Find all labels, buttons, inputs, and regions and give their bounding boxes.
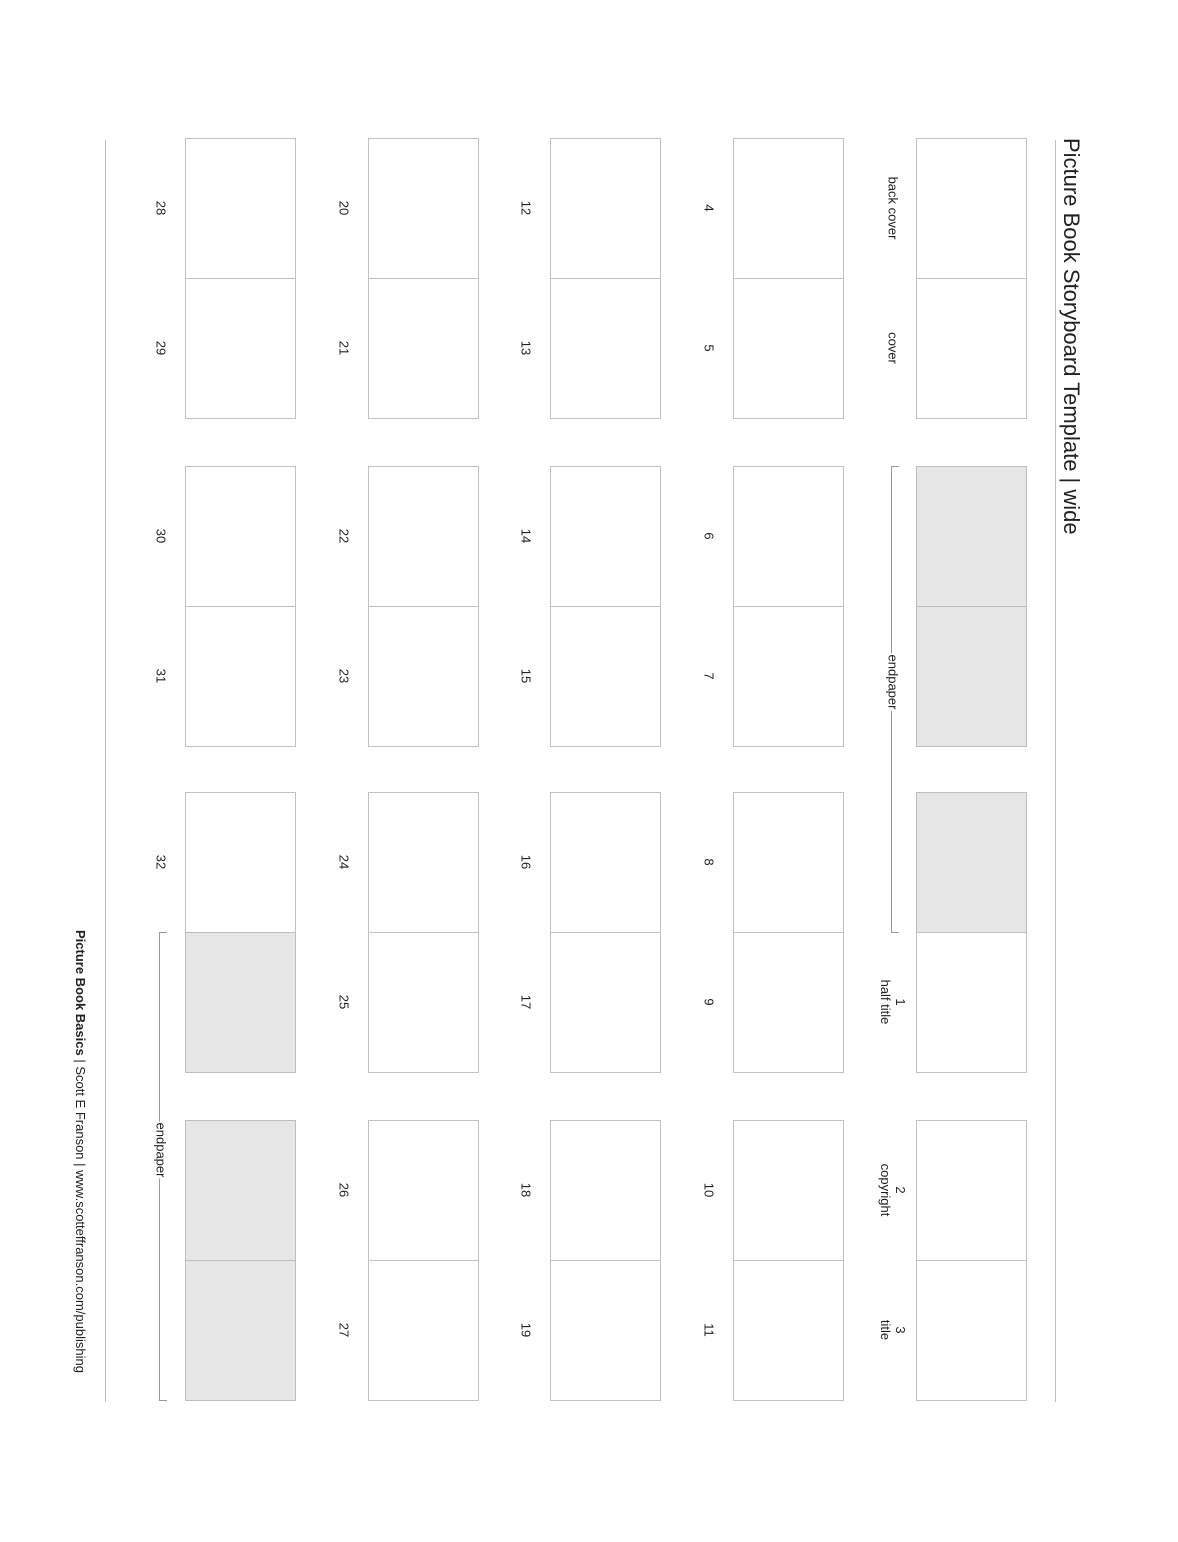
- page-label: 28: [153, 200, 169, 216]
- storyboard-page: [550, 1260, 661, 1401]
- page-label: 7: [701, 672, 717, 680]
- storyboard-page: [550, 792, 661, 933]
- storyboard-page: [916, 1120, 1027, 1261]
- storyboard-page: [916, 792, 1027, 933]
- storyboard-page: [733, 1120, 844, 1261]
- footer-brand: Picture Book Basics: [73, 930, 88, 1056]
- page-label: 9: [701, 998, 717, 1006]
- storyboard-page: [733, 466, 844, 607]
- storyboard-page: [733, 1260, 844, 1401]
- top-rule: [1055, 140, 1056, 1402]
- storyboard-page: [733, 606, 844, 747]
- storyboard-page: [733, 138, 844, 279]
- page-label: 16: [518, 854, 534, 870]
- storyboard-page: [368, 138, 479, 279]
- storyboard-page: [550, 138, 661, 279]
- page-label: 5: [701, 344, 717, 352]
- bracket-tick: [891, 466, 899, 467]
- storyboard-page: [550, 466, 661, 607]
- storyboard-page: [916, 932, 1027, 1073]
- page-label: 14: [518, 528, 534, 544]
- storyboard-page: [368, 466, 479, 607]
- storyboard-page: [185, 932, 296, 1073]
- storyboard-page: [368, 932, 479, 1073]
- storyboard-page: [185, 466, 296, 607]
- page-label: 26: [336, 1182, 352, 1198]
- bracket-tick: [159, 1400, 167, 1401]
- storyboard-page: [550, 932, 661, 1073]
- storyboard-page: [185, 1120, 296, 1261]
- storyboard-page: [185, 138, 296, 279]
- page-label: 27: [336, 1322, 352, 1338]
- page-label: cover: [885, 332, 901, 364]
- storyboard-page: [185, 278, 296, 419]
- page-label: 17: [518, 994, 534, 1010]
- bracket-tick: [891, 932, 899, 933]
- page-label: 2 copyright: [878, 1163, 908, 1217]
- storyboard-page: [185, 1260, 296, 1401]
- page-label: 24: [336, 854, 352, 870]
- page-label: 13: [518, 340, 534, 356]
- page-title: Picture Book Storyboard Template | wide: [1059, 138, 1084, 535]
- storyboard-page: [916, 466, 1027, 607]
- page-label: 23: [336, 668, 352, 684]
- bracket-tick: [159, 932, 167, 933]
- page-label: 29: [153, 340, 169, 356]
- storyboard-page: [733, 932, 844, 1073]
- storyboard-page: [550, 1120, 661, 1261]
- page-label: 6: [701, 532, 717, 540]
- page-label: 15: [518, 668, 534, 684]
- page-label: 3 title: [878, 1319, 908, 1341]
- storyboard-page: [916, 1260, 1027, 1401]
- endpaper-label: endpaper: [885, 654, 901, 710]
- page-label: 11: [701, 1323, 717, 1337]
- page-label: 21: [336, 340, 352, 356]
- storyboard-page: [368, 1260, 479, 1401]
- storyboard-page: [368, 278, 479, 419]
- page-label: 18: [518, 1182, 534, 1198]
- page-label: 10: [701, 1182, 717, 1198]
- page-label: back cover: [885, 176, 901, 240]
- storyboard-page: [185, 792, 296, 933]
- page-label: 8: [701, 858, 717, 866]
- page-label: 1 half title: [878, 979, 908, 1025]
- page-label: 19: [518, 1322, 534, 1338]
- storyboard-page: [550, 606, 661, 747]
- storyboard-page: [916, 278, 1027, 419]
- storyboard-page: [550, 278, 661, 419]
- storyboard-page: [185, 606, 296, 747]
- page-label: 30: [153, 528, 169, 544]
- page-label: 31: [153, 668, 169, 684]
- footer: [73, 930, 88, 1373]
- storyboard-page: [368, 792, 479, 933]
- page-label: 12: [518, 200, 534, 216]
- storyboard-page: [368, 606, 479, 747]
- endpaper-label: endpaper: [153, 1122, 169, 1178]
- storyboard-page: [733, 792, 844, 933]
- page-label: 22: [336, 528, 352, 544]
- page-label: 20: [336, 200, 352, 216]
- page-label: 32: [153, 854, 169, 870]
- bottom-rule: [105, 140, 106, 1402]
- page-label: 4: [701, 204, 717, 212]
- storyboard-page: [916, 606, 1027, 747]
- storyboard-page: [368, 1120, 479, 1261]
- footer-credits: | Scott E Franson | www.scotteffranson.com/publishing: [73, 1055, 88, 1373]
- page-label: 25: [336, 994, 352, 1010]
- storyboard-page: [733, 278, 844, 419]
- storyboard-page: [916, 138, 1027, 279]
